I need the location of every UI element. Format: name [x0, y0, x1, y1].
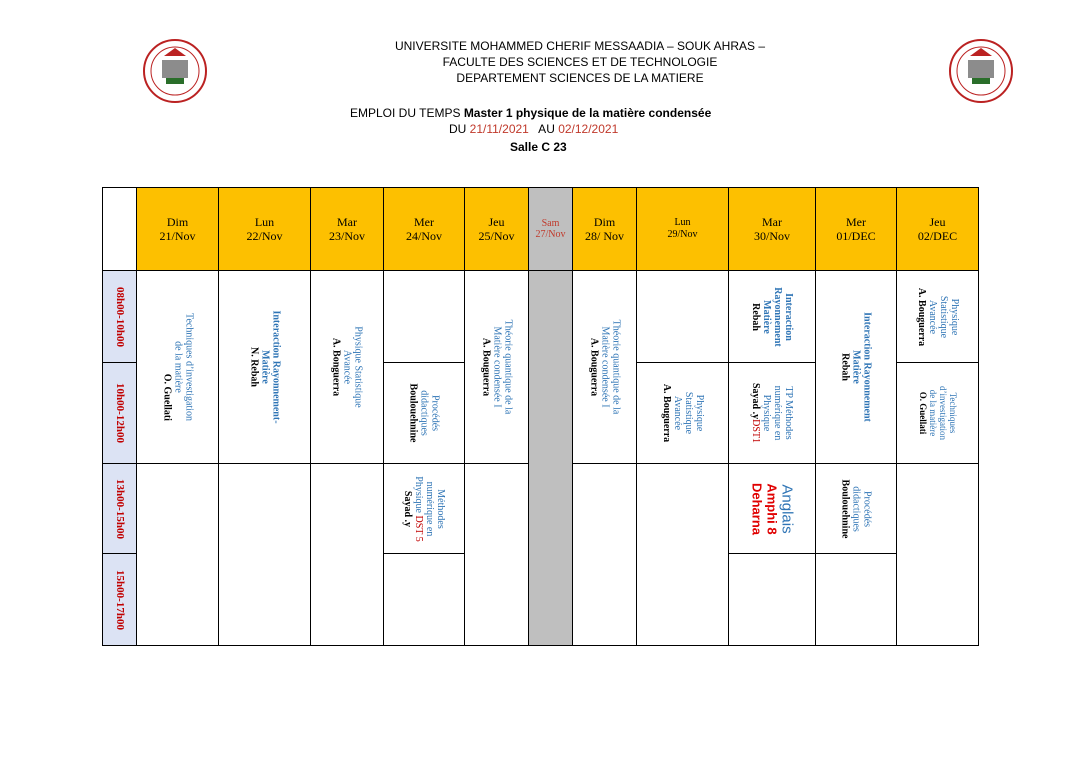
corner-cell: [102, 187, 137, 271]
session-text: Physique Statistique Avancée A. Bouguerra: [915, 287, 960, 346]
empty-cell: [572, 463, 637, 646]
saturday-column: [528, 270, 573, 646]
day-header: Lun 22/Nov: [218, 187, 311, 271]
session-cell: [636, 362, 729, 464]
time-slot: [102, 463, 137, 554]
day-header: Mer 24/Nov: [383, 187, 465, 271]
header-faculty: FACULTE DES SCIENCES ET DE TECHNOLOGIE: [442, 55, 718, 69]
session-cell: [728, 362, 816, 464]
session-text: Techniques d’investigation de la matière O. Guellati: [161, 313, 194, 421]
schedule-period: DU 21/11/2021 AU 02/12/2021: [449, 122, 619, 136]
day-header: Jeu 02/DEC: [896, 187, 979, 271]
session-text: Procédés didactiques Boulouehnine: [407, 383, 441, 443]
session-cell: [728, 270, 816, 363]
session-text: Interaction Rayonnement Matière Rebah: [839, 312, 873, 422]
time-slot-label: 10h00-12h00: [113, 383, 126, 443]
day-header: Dim 21/Nov: [136, 187, 219, 271]
session-cell: [815, 463, 897, 554]
day-header: Jeu 25/Nov: [464, 187, 529, 271]
empty-cell: [636, 270, 729, 363]
session-cell: [218, 270, 311, 464]
session-text: Interaction Rayonnement- Matière N. Rebah: [248, 310, 281, 424]
empty-cell: [136, 463, 219, 646]
session-cell: [728, 463, 816, 554]
empty-cell: [218, 463, 311, 646]
session-cell: [572, 270, 637, 464]
session-text: Physique Statistique Avancée A. Bouguerra: [660, 383, 705, 443]
day-header: Mar 30/Nov: [728, 187, 816, 271]
header-department: DEPARTEMENT SCIENCES DE LA MATIERE: [456, 71, 704, 85]
time-slot-label: 13h00-15h00: [113, 478, 126, 539]
session-text: Théorie quantique de la Matière condensée I A. Bouguerra: [480, 319, 513, 415]
session-cell: [136, 270, 219, 464]
empty-cell: [636, 463, 729, 646]
session-cell: [815, 270, 897, 464]
time-slot: [102, 553, 137, 646]
time-slot: [102, 270, 137, 363]
day-header: Mar 23/Nov: [310, 187, 384, 271]
session-text: Interaction Rayonnement Matière Rebah: [750, 286, 794, 347]
session-text: Anglais Amphi 8 Deharna: [749, 482, 796, 535]
empty-cell: [310, 463, 384, 646]
session-text: Théorie quantique de la Matière condensée I A. Bouguerra: [588, 319, 621, 415]
day-header: Mer 01/DEC: [815, 187, 897, 271]
schedule-title: EMPLOI DU TEMPS Master 1 physique de la matière condensée: [350, 106, 712, 120]
session-cell: [383, 463, 465, 554]
session-text: TP Méthodes numérique en Physique Sayad .yDST1: [750, 382, 794, 444]
empty-cell: [728, 553, 816, 646]
schedule-room: Salle C 23: [510, 140, 567, 154]
empty-cell: [383, 270, 465, 363]
empty-cell: [383, 553, 465, 646]
session-cell: [383, 362, 465, 464]
session-cell: [896, 270, 979, 363]
time-slot-label: 15h00-17h00: [113, 569, 126, 630]
day-header: Dim 28/ Nov: [572, 187, 637, 271]
day-header: Lun 29/Nov: [636, 187, 729, 271]
time-slot: [102, 362, 137, 464]
session-text: Techniques d’investigation de la matière O. Guellati: [917, 386, 958, 440]
session-cell: [896, 362, 979, 464]
session-cell: [464, 270, 529, 464]
empty-cell: [464, 463, 529, 646]
session-text: Méthodes numérique en Physique DST 5 Sayad .y: [402, 475, 446, 542]
day-header-saturday: Sam 27/Nov: [528, 187, 573, 271]
session-text: Physique Statistique Avancée A. Bonguerra: [330, 326, 364, 408]
empty-cell: [815, 553, 897, 646]
header-university: UNIVERSITE MOHAMMED CHERIF MESSAADIA – SOUK AHRAS –: [394, 39, 766, 53]
time-slot-label: 08h00-10h00: [113, 286, 126, 347]
empty-cell: [896, 463, 979, 646]
session-text: Procédés didactiques Boulouehnine: [839, 479, 873, 538]
session-cell: [310, 270, 384, 464]
